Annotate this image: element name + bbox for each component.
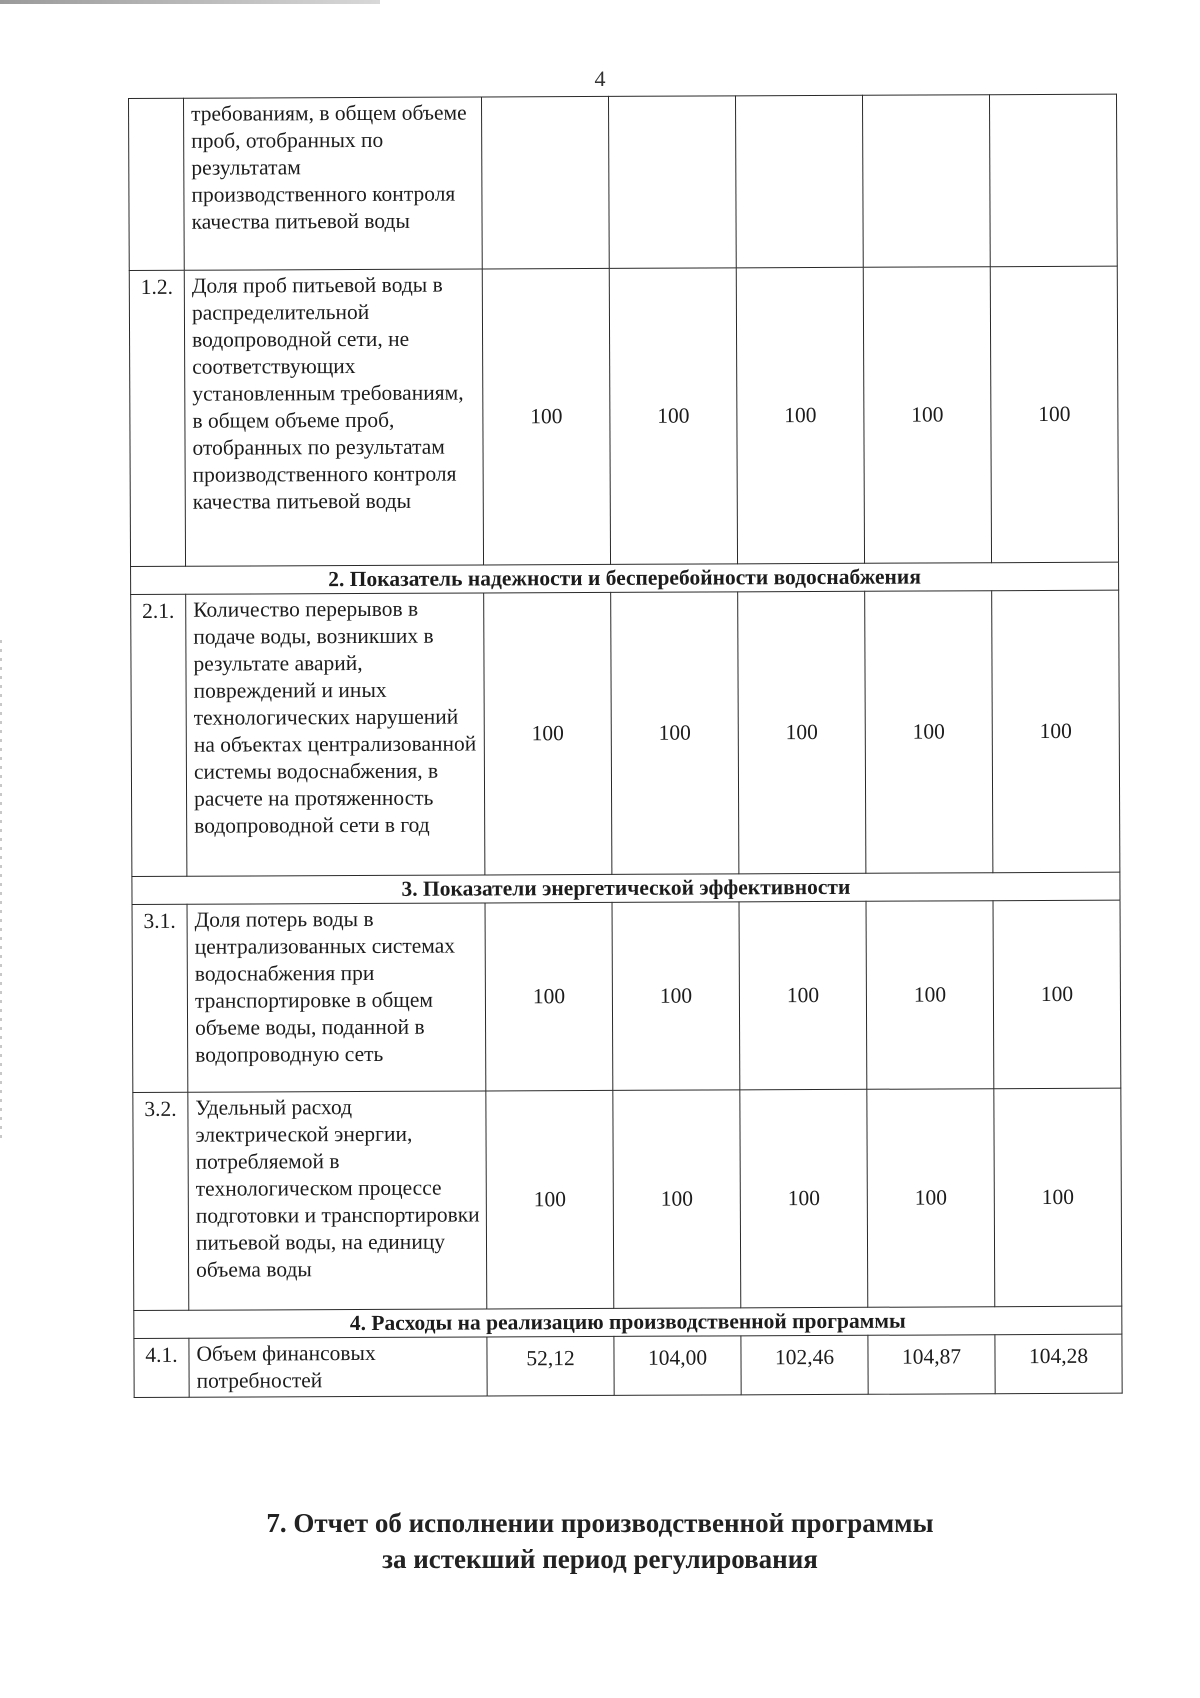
value-cell: 100	[482, 268, 610, 565]
value-cell: 100	[612, 902, 740, 1091]
value-cell: 100	[485, 902, 613, 1091]
table-row	[134, 1334, 1122, 1397]
row-number: 2.1.	[131, 594, 187, 876]
value-cell: 100	[739, 901, 867, 1090]
value-cell: 100	[866, 901, 994, 1090]
indicator-name: Доля потерь воды в централизованных системах водоснабжения при транспортировке в общем объеме воды, поданной в водопроводную сеть	[187, 903, 486, 1092]
section-title: 3. Показатели энергетической эффективности	[132, 872, 1120, 904]
value-cell: 100	[867, 1089, 995, 1308]
value-cell: 100	[738, 591, 866, 874]
section-header-row	[134, 1306, 1122, 1338]
indicator-name: требованиям, в общем объеме проб, отобранных по результатам производственного контроля качества питьевой воды	[184, 97, 483, 270]
table-row	[129, 94, 1118, 270]
indicator-name: Доля проб питьевой воды в распределительной водопроводной сети, не соответствующих установленным требованиям, в общем объеме проб, отобранных по результатам производственного контроля качества питьевой воды	[184, 269, 483, 566]
indicators-table	[128, 94, 1123, 1398]
value-cell	[481, 96, 609, 269]
value-cell: 100	[990, 266, 1118, 563]
value-cell: 104,87	[868, 1335, 995, 1395]
row-number: 1.2.	[129, 270, 185, 566]
value-cell: 100	[486, 1090, 614, 1309]
indicator-name: Количество перерывов в подаче воды, возникших в результате аварий, повреждений и иных технологических нарушений на объектах централизованной системы водоснабжения, в расчете на протяженность водопроводной сети в год	[186, 593, 485, 876]
section-title: 4. Расходы на реализацию производственной программы	[134, 1306, 1122, 1338]
value-cell: 100	[865, 591, 993, 874]
value-cell: 100	[484, 592, 612, 875]
value-cell: 100	[609, 268, 737, 565]
value-cell: 102,46	[741, 1335, 868, 1395]
value-cell	[608, 96, 736, 269]
indicator-name: Объем финансовых потребностей	[189, 1337, 487, 1397]
section-header-row	[132, 872, 1120, 904]
value-cell: 100	[993, 900, 1121, 1089]
page-number: 4	[594, 66, 606, 91]
row-number: 3.2.	[133, 1092, 189, 1310]
value-cell: 100	[994, 1088, 1122, 1307]
heading-line-2: за истекший период регулирования	[382, 1544, 818, 1574]
table-row	[131, 590, 1120, 876]
section-heading	[0, 1505, 1200, 1577]
value-cell	[862, 95, 990, 268]
value-cell: 104,00	[614, 1336, 741, 1396]
value-cell	[735, 95, 863, 268]
value-cell: 100	[613, 1090, 741, 1309]
value-cell: 100	[740, 1089, 868, 1308]
section-header-row	[131, 562, 1119, 594]
table-row	[133, 1088, 1122, 1310]
scan-edge-top	[0, 0, 380, 4]
value-cell: 104,28	[995, 1334, 1122, 1394]
value-cell: 100	[736, 267, 864, 564]
value-cell: 52,12	[487, 1336, 614, 1396]
row-number: 4.1.	[134, 1338, 189, 1397]
value-cell: 100	[863, 267, 991, 564]
value-cell: 100	[992, 590, 1120, 873]
section-title: 2. Показатель надежности и бесперебойности водоснабжения	[131, 562, 1119, 594]
heading-line-1: 7. Отчет об исполнении производственной программы	[266, 1508, 934, 1538]
table-row	[132, 900, 1121, 1092]
row-number: 3.1.	[132, 904, 188, 1092]
value-cell: 100	[611, 592, 739, 875]
scan-edge-left	[0, 640, 2, 1140]
row-number	[129, 98, 185, 270]
value-cell	[989, 94, 1117, 267]
indicator-name: Удельный расход электрической энергии, потребляемой в технологическом процессе подготовки и транспортировки питьевой воды, на единицу объема воды	[188, 1091, 487, 1310]
table-row	[129, 266, 1118, 566]
